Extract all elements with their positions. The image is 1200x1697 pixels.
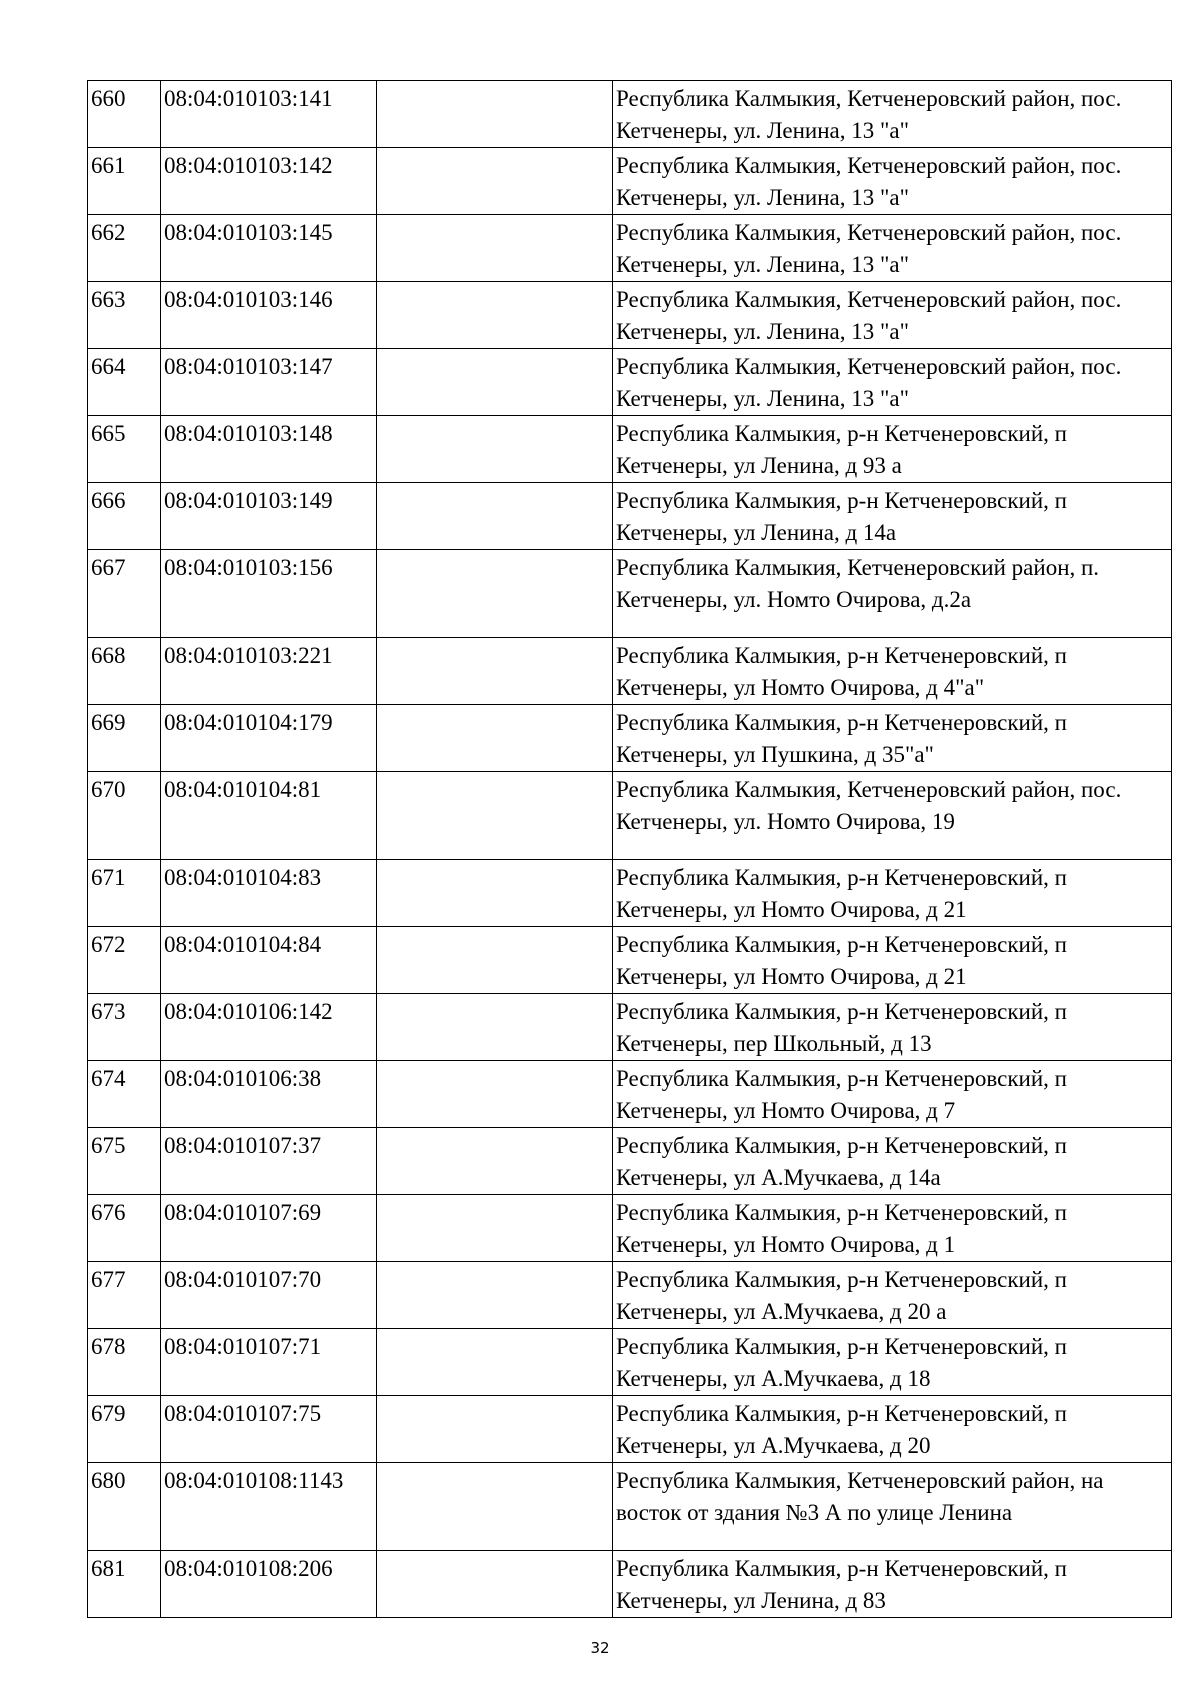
cadastral-number-cell: 08:04:010106:142 (161, 994, 377, 1061)
row-number-cell: 680 (88, 1463, 161, 1551)
address-cell: Республика Калмыкия, Кетченеровский район, на восток от здания №3 А по улице Ленина (613, 1463, 1172, 1551)
address-cell: Республика Калмыкия, р-н Кетченеровский, п Кетченеры, ул Ленина, д 93 а (613, 416, 1172, 483)
empty-cell (377, 1551, 613, 1618)
address-cell: Республика Калмыкия, р-н Кетченеровский, п Кетченеры, ул Номто Очирова, д 1 (613, 1195, 1172, 1262)
cadastral-number-cell: 08:04:010107:70 (161, 1262, 377, 1329)
address-cell: Республика Калмыкия, Кетченеровский район, пос. Кетченеры, ул. Ленина, 13 "а" (613, 282, 1172, 349)
table-row (88, 638, 1172, 705)
table-row (88, 1396, 1172, 1463)
row-number-cell: 661 (88, 148, 161, 215)
row-number-cell: 679 (88, 1396, 161, 1463)
row-number-cell: 672 (88, 927, 161, 994)
row-number-cell: 668 (88, 638, 161, 705)
empty-cell (377, 705, 613, 772)
row-number-cell: 681 (88, 1551, 161, 1618)
table-row (88, 860, 1172, 927)
table-row (88, 1329, 1172, 1396)
empty-cell (377, 1262, 613, 1329)
table-row (88, 1551, 1172, 1618)
cadastral-number-cell: 08:04:010104:83 (161, 860, 377, 927)
cadastral-number-cell: 08:04:010107:69 (161, 1195, 377, 1262)
address-cell: Республика Калмыкия, Кетченеровский район, п. Кетченеры, ул. Номто Очирова, д.2а (613, 550, 1172, 638)
row-number-cell: 660 (88, 81, 161, 148)
row-number-cell: 676 (88, 1195, 161, 1262)
empty-cell (377, 1195, 613, 1262)
address-cell: Республика Калмыкия, Кетченеровский район, пос. Кетченеры, ул. Ленина, 13 "а" (613, 349, 1172, 416)
empty-cell (377, 215, 613, 282)
empty-cell (377, 772, 613, 860)
row-number-cell: 663 (88, 282, 161, 349)
cadastral-number-cell: 08:04:010103:149 (161, 483, 377, 550)
empty-cell (377, 1329, 613, 1396)
row-number-cell: 677 (88, 1262, 161, 1329)
row-number-cell: 671 (88, 860, 161, 927)
cadastral-number-cell: 08:04:010103:148 (161, 416, 377, 483)
table-row (88, 215, 1172, 282)
address-cell: Республика Калмыкия, Кетченеровский район, пос. Кетченеры, ул. Ленина, 13 "а" (613, 148, 1172, 215)
empty-cell (377, 1061, 613, 1128)
row-number-cell: 667 (88, 550, 161, 638)
table-row (88, 1128, 1172, 1195)
table-row (88, 994, 1172, 1061)
empty-cell (377, 1396, 613, 1463)
address-cell: Республика Калмыкия, р-н Кетченеровский, п Кетченеры, ул Ленина, д 83 (613, 1551, 1172, 1618)
cadastral-number-cell: 08:04:010108:206 (161, 1551, 377, 1618)
address-cell: Республика Калмыкия, р-н Кетченеровский, п Кетченеры, ул Номто Очирова, д 7 (613, 1061, 1172, 1128)
table-row (88, 81, 1172, 148)
cadastral-number-cell: 08:04:010107:71 (161, 1329, 377, 1396)
address-cell: Республика Калмыкия, р-н Кетченеровский, п Кетченеры, ул А.Мучкаева, д 14а (613, 1128, 1172, 1195)
address-cell: Республика Калмыкия, р-н Кетченеровский, п Кетченеры, ул Ленина, д 14а (613, 483, 1172, 550)
address-cell: Республика Калмыкия, Кетченеровский район, пос. Кетченеры, ул. Ленина, 13 "а" (613, 215, 1172, 282)
registry-table-body (88, 81, 1172, 1618)
cadastral-number-cell: 08:04:010103:147 (161, 349, 377, 416)
cadastral-number-cell: 08:04:010103:156 (161, 550, 377, 638)
registry-table (87, 80, 1172, 1618)
cadastral-number-cell: 08:04:010104:84 (161, 927, 377, 994)
row-number-cell: 673 (88, 994, 161, 1061)
row-number-cell: 678 (88, 1329, 161, 1396)
row-number-cell: 669 (88, 705, 161, 772)
empty-cell (377, 994, 613, 1061)
empty-cell (377, 550, 613, 638)
empty-cell (377, 860, 613, 927)
table-row (88, 1061, 1172, 1128)
address-cell: Республика Калмыкия, р-н Кетченеровский, п Кетченеры, ул Номто Очирова, д 4"а" (613, 638, 1172, 705)
table-row (88, 416, 1172, 483)
empty-cell (377, 416, 613, 483)
empty-cell (377, 81, 613, 148)
empty-cell (377, 638, 613, 705)
row-number-cell: 664 (88, 349, 161, 416)
cadastral-number-cell: 08:04:010103:146 (161, 282, 377, 349)
row-number-cell: 674 (88, 1061, 161, 1128)
table-row (88, 705, 1172, 772)
empty-cell (377, 483, 613, 550)
cadastral-number-cell: 08:04:010103:221 (161, 638, 377, 705)
table-row (88, 282, 1172, 349)
empty-cell (377, 1463, 613, 1551)
table-row (88, 772, 1172, 860)
row-number-cell: 666 (88, 483, 161, 550)
cadastral-number-cell: 08:04:010103:142 (161, 148, 377, 215)
empty-cell (377, 927, 613, 994)
empty-cell (377, 349, 613, 416)
cadastral-number-cell: 08:04:010103:145 (161, 215, 377, 282)
page-number: 32 (590, 1639, 610, 1657)
cadastral-number-cell: 08:04:010103:141 (161, 81, 377, 148)
table-row (88, 349, 1172, 416)
cadastral-number-cell: 08:04:010104:81 (161, 772, 377, 860)
address-cell: Республика Калмыкия, р-н Кетченеровский, п Кетченеры, ул А.Мучкаева, д 20 (613, 1396, 1172, 1463)
cadastral-number-cell: 08:04:010107:37 (161, 1128, 377, 1195)
table-row (88, 148, 1172, 215)
address-cell: Республика Калмыкия, р-н Кетченеровский, п Кетченеры, ул Номто Очирова, д 21 (613, 927, 1172, 994)
empty-cell (377, 282, 613, 349)
table-row (88, 483, 1172, 550)
address-cell: Республика Калмыкия, р-н Кетченеровский, п Кетченеры, ул Номто Очирова, д 21 (613, 860, 1172, 927)
address-cell: Республика Калмыкия, р-н Кетченеровский, п Кетченеры, пер Школьный, д 13 (613, 994, 1172, 1061)
row-number-cell: 675 (88, 1128, 161, 1195)
cadastral-number-cell: 08:04:010107:75 (161, 1396, 377, 1463)
row-number-cell: 670 (88, 772, 161, 860)
empty-cell (377, 1128, 613, 1195)
address-cell: Республика Калмыкия, Кетченеровский район, пос. Кетченеры, ул. Ленина, 13 "а" (613, 81, 1172, 148)
address-cell: Республика Калмыкия, р-н Кетченеровский, п Кетченеры, ул А.Мучкаева, д 20 а (613, 1262, 1172, 1329)
table-row (88, 1195, 1172, 1262)
table-row (88, 927, 1172, 994)
address-cell: Республика Калмыкия, р-н Кетченеровский, п Кетченеры, ул А.Мучкаева, д 18 (613, 1329, 1172, 1396)
row-number-cell: 665 (88, 416, 161, 483)
table-row (88, 550, 1172, 638)
cadastral-number-cell: 08:04:010108:1143 (161, 1463, 377, 1551)
empty-cell (377, 148, 613, 215)
row-number-cell: 662 (88, 215, 161, 282)
address-cell: Республика Калмыкия, Кетченеровский район, пос. Кетченеры, ул. Номто Очирова, 19 (613, 772, 1172, 860)
table-row (88, 1463, 1172, 1551)
table-row (88, 1262, 1172, 1329)
address-cell: Республика Калмыкия, р-н Кетченеровский, п Кетченеры, ул Пушкина, д 35"а" (613, 705, 1172, 772)
cadastral-number-cell: 08:04:010106:38 (161, 1061, 377, 1128)
cadastral-number-cell: 08:04:010104:179 (161, 705, 377, 772)
